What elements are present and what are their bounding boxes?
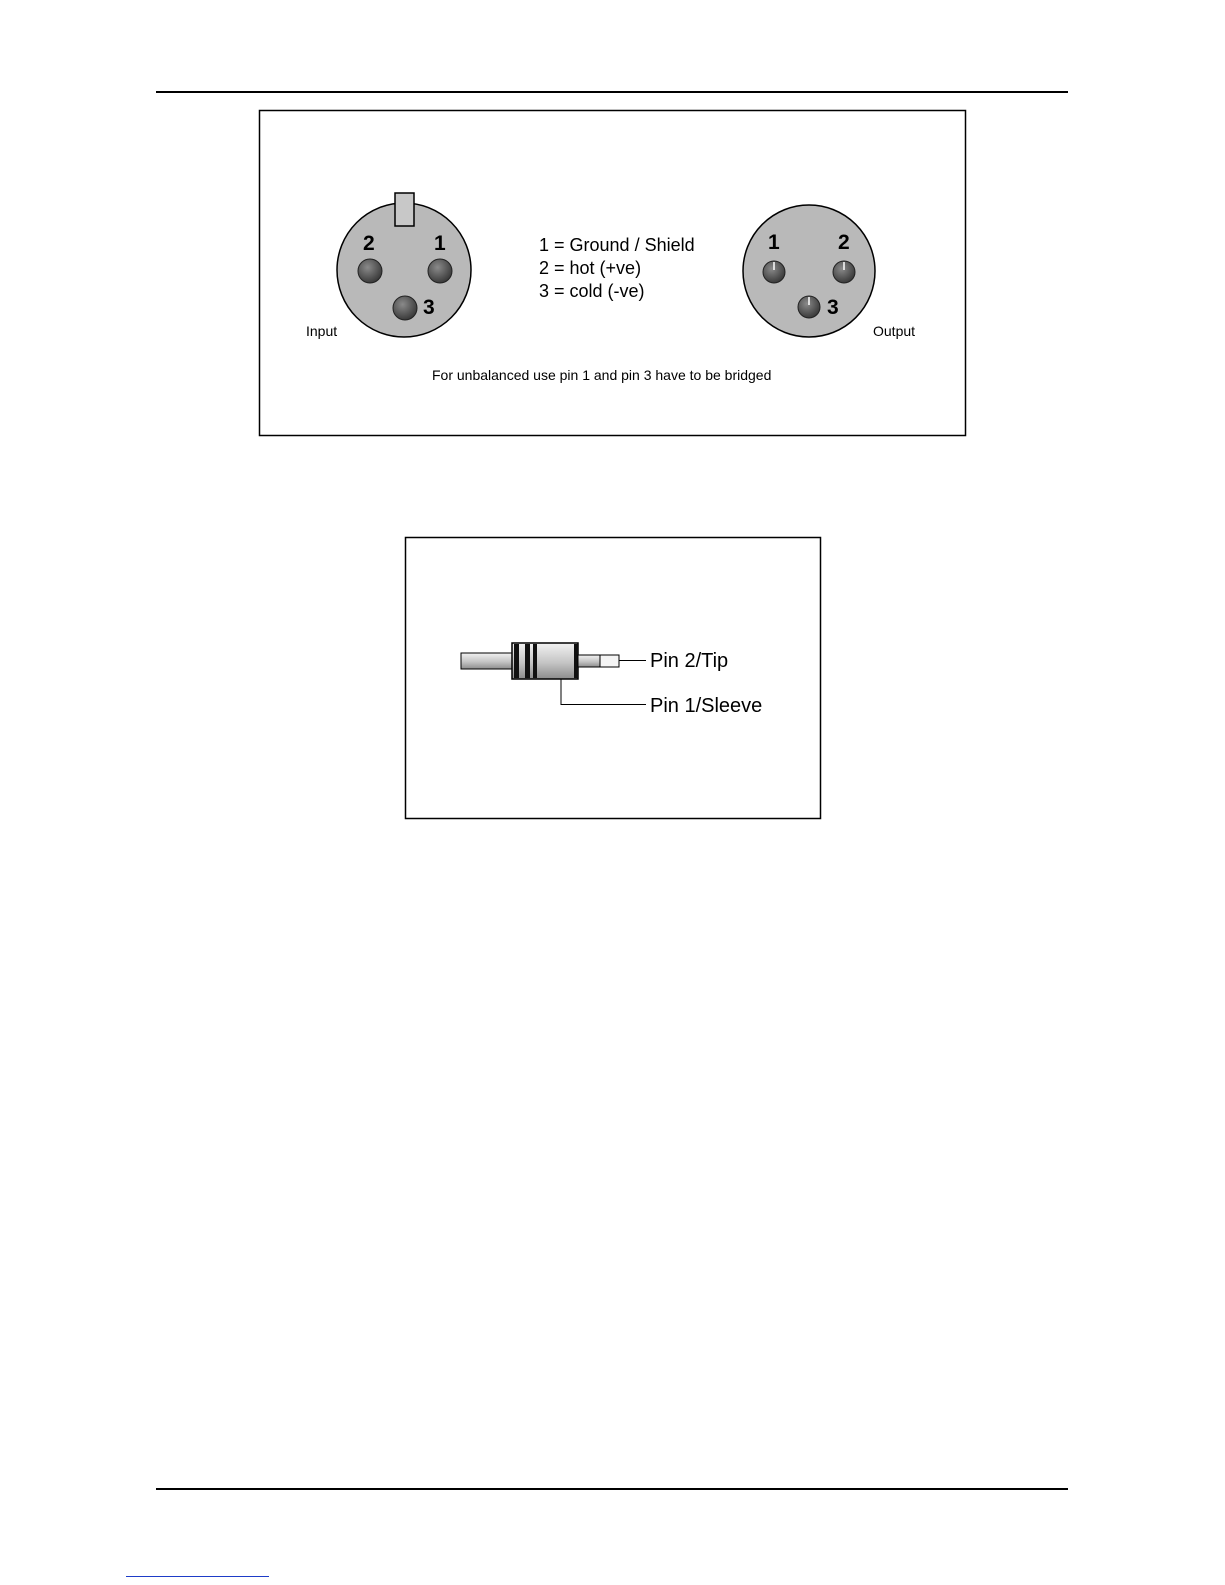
plug-ring-2 [525,644,530,678]
footer-rule [156,1488,1068,1490]
input-pin-1 [428,259,452,283]
input-label: Input [306,323,338,339]
plug-ring-4 [574,644,578,678]
sleeve-label: Pin 1/Sleeve [650,695,763,717]
xlr-output-connector [743,205,875,337]
plug-shaft [578,655,600,667]
plug-tip [600,655,619,667]
legend-line-1: 1 = Ground / Shield [539,235,695,255]
output-pin-label-1: 1 [768,231,780,254]
unbalanced-note: For unbalanced use pin 1 and pin 3 have to be bridged [432,367,772,383]
jack-diagram-frame [406,538,821,819]
output-label: Output [873,323,916,339]
plug-handle [461,653,513,669]
tip-label: Pin 2/Tip [650,650,729,672]
plug-ring-1 [514,644,519,678]
legend-line-3: 3 = cold (-ve) [539,281,645,301]
output-pin-label-2: 2 [838,231,850,254]
output-pin-label-3: 3 [827,296,839,319]
plug-body [512,643,578,679]
input-latch-tab [395,193,414,226]
plug-ring-3 [533,644,537,678]
input-pin-3 [393,296,417,320]
footer-link-underline [126,1576,269,1577]
legend-line-2: 2 = hot (+ve) [539,258,642,278]
xlr-diagram [260,111,966,436]
input-pin-label-3: 3 [423,296,435,319]
input-pin-label-2: 2 [363,232,375,255]
input-pin-label-1: 1 [434,232,446,255]
input-pin-2 [358,259,382,283]
jack-diagram [406,538,821,819]
